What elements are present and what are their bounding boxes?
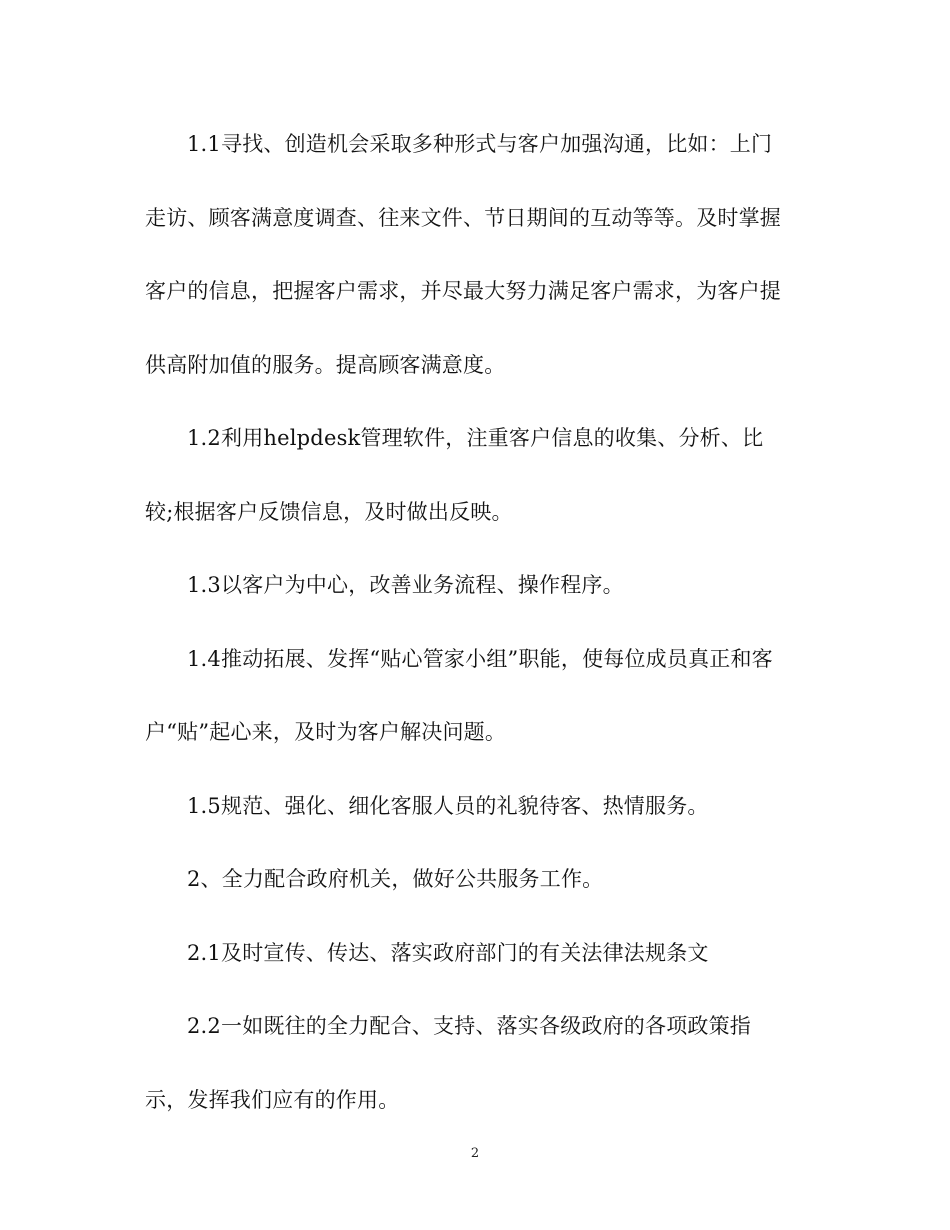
paragraph-1-1-line-1: 1.1寻找、创造机会采取多种形式与客户加强沟通，比如：上门 — [187, 132, 773, 156]
paragraph-2-1-line-1: 2.1及时宣传、传达、落实政府部门的有关法律法规条文 — [187, 940, 709, 965]
document-body — [145, 119, 805, 1148]
paragraph-1-2-line-1: 1.2利用helpdesk管理软件，注重客户信息的收集、分析、比 — [187, 426, 764, 450]
paragraph-1-5-line-1: 1.5规范、强化、细化客服人员的礼貌待客、热情服务。 — [187, 793, 709, 818]
paragraph-1-1-line-2: 走访、顾客满意度调查、往来文件、节日期间的互动等等。及时掌握 — [145, 205, 781, 230]
paragraph-1-1-line-3: 客户的信息，把握客户需求，并尽最大努力满足客户需求，为客户提 — [145, 279, 781, 303]
paragraph-1-1-line-4: 供高附加值的服务。提高顾客满意度。 — [145, 352, 506, 377]
page-number: 2 — [470, 1146, 480, 1161]
paragraph-1-4-line-1: 1.4推动拓展、发挥“贴心管家小组”职能，使每位成员真正和客 — [187, 646, 773, 671]
paragraph-1-2-line-2: 较;根据客户反馈信息，及时做出反映。 — [145, 499, 513, 524]
paragraph-1-4-line-2: 户“贴”起心来，及时为客户解决问题。 — [145, 720, 507, 744]
paragraph-2-2-line-2: 示，发挥我们应有的作用。 — [145, 1087, 400, 1112]
paragraph-2-2-line-1: 2.2一如既往的全力配合、支持、落实各级政府的各项政策指 — [187, 1014, 751, 1038]
paragraph-1-3-line-1: 1.3以客户为中心，改善业务流程、操作程序。 — [187, 573, 624, 597]
paragraph-2-line-1: 2、全力配合政府机关，做好公共服务工作。 — [187, 867, 604, 891]
